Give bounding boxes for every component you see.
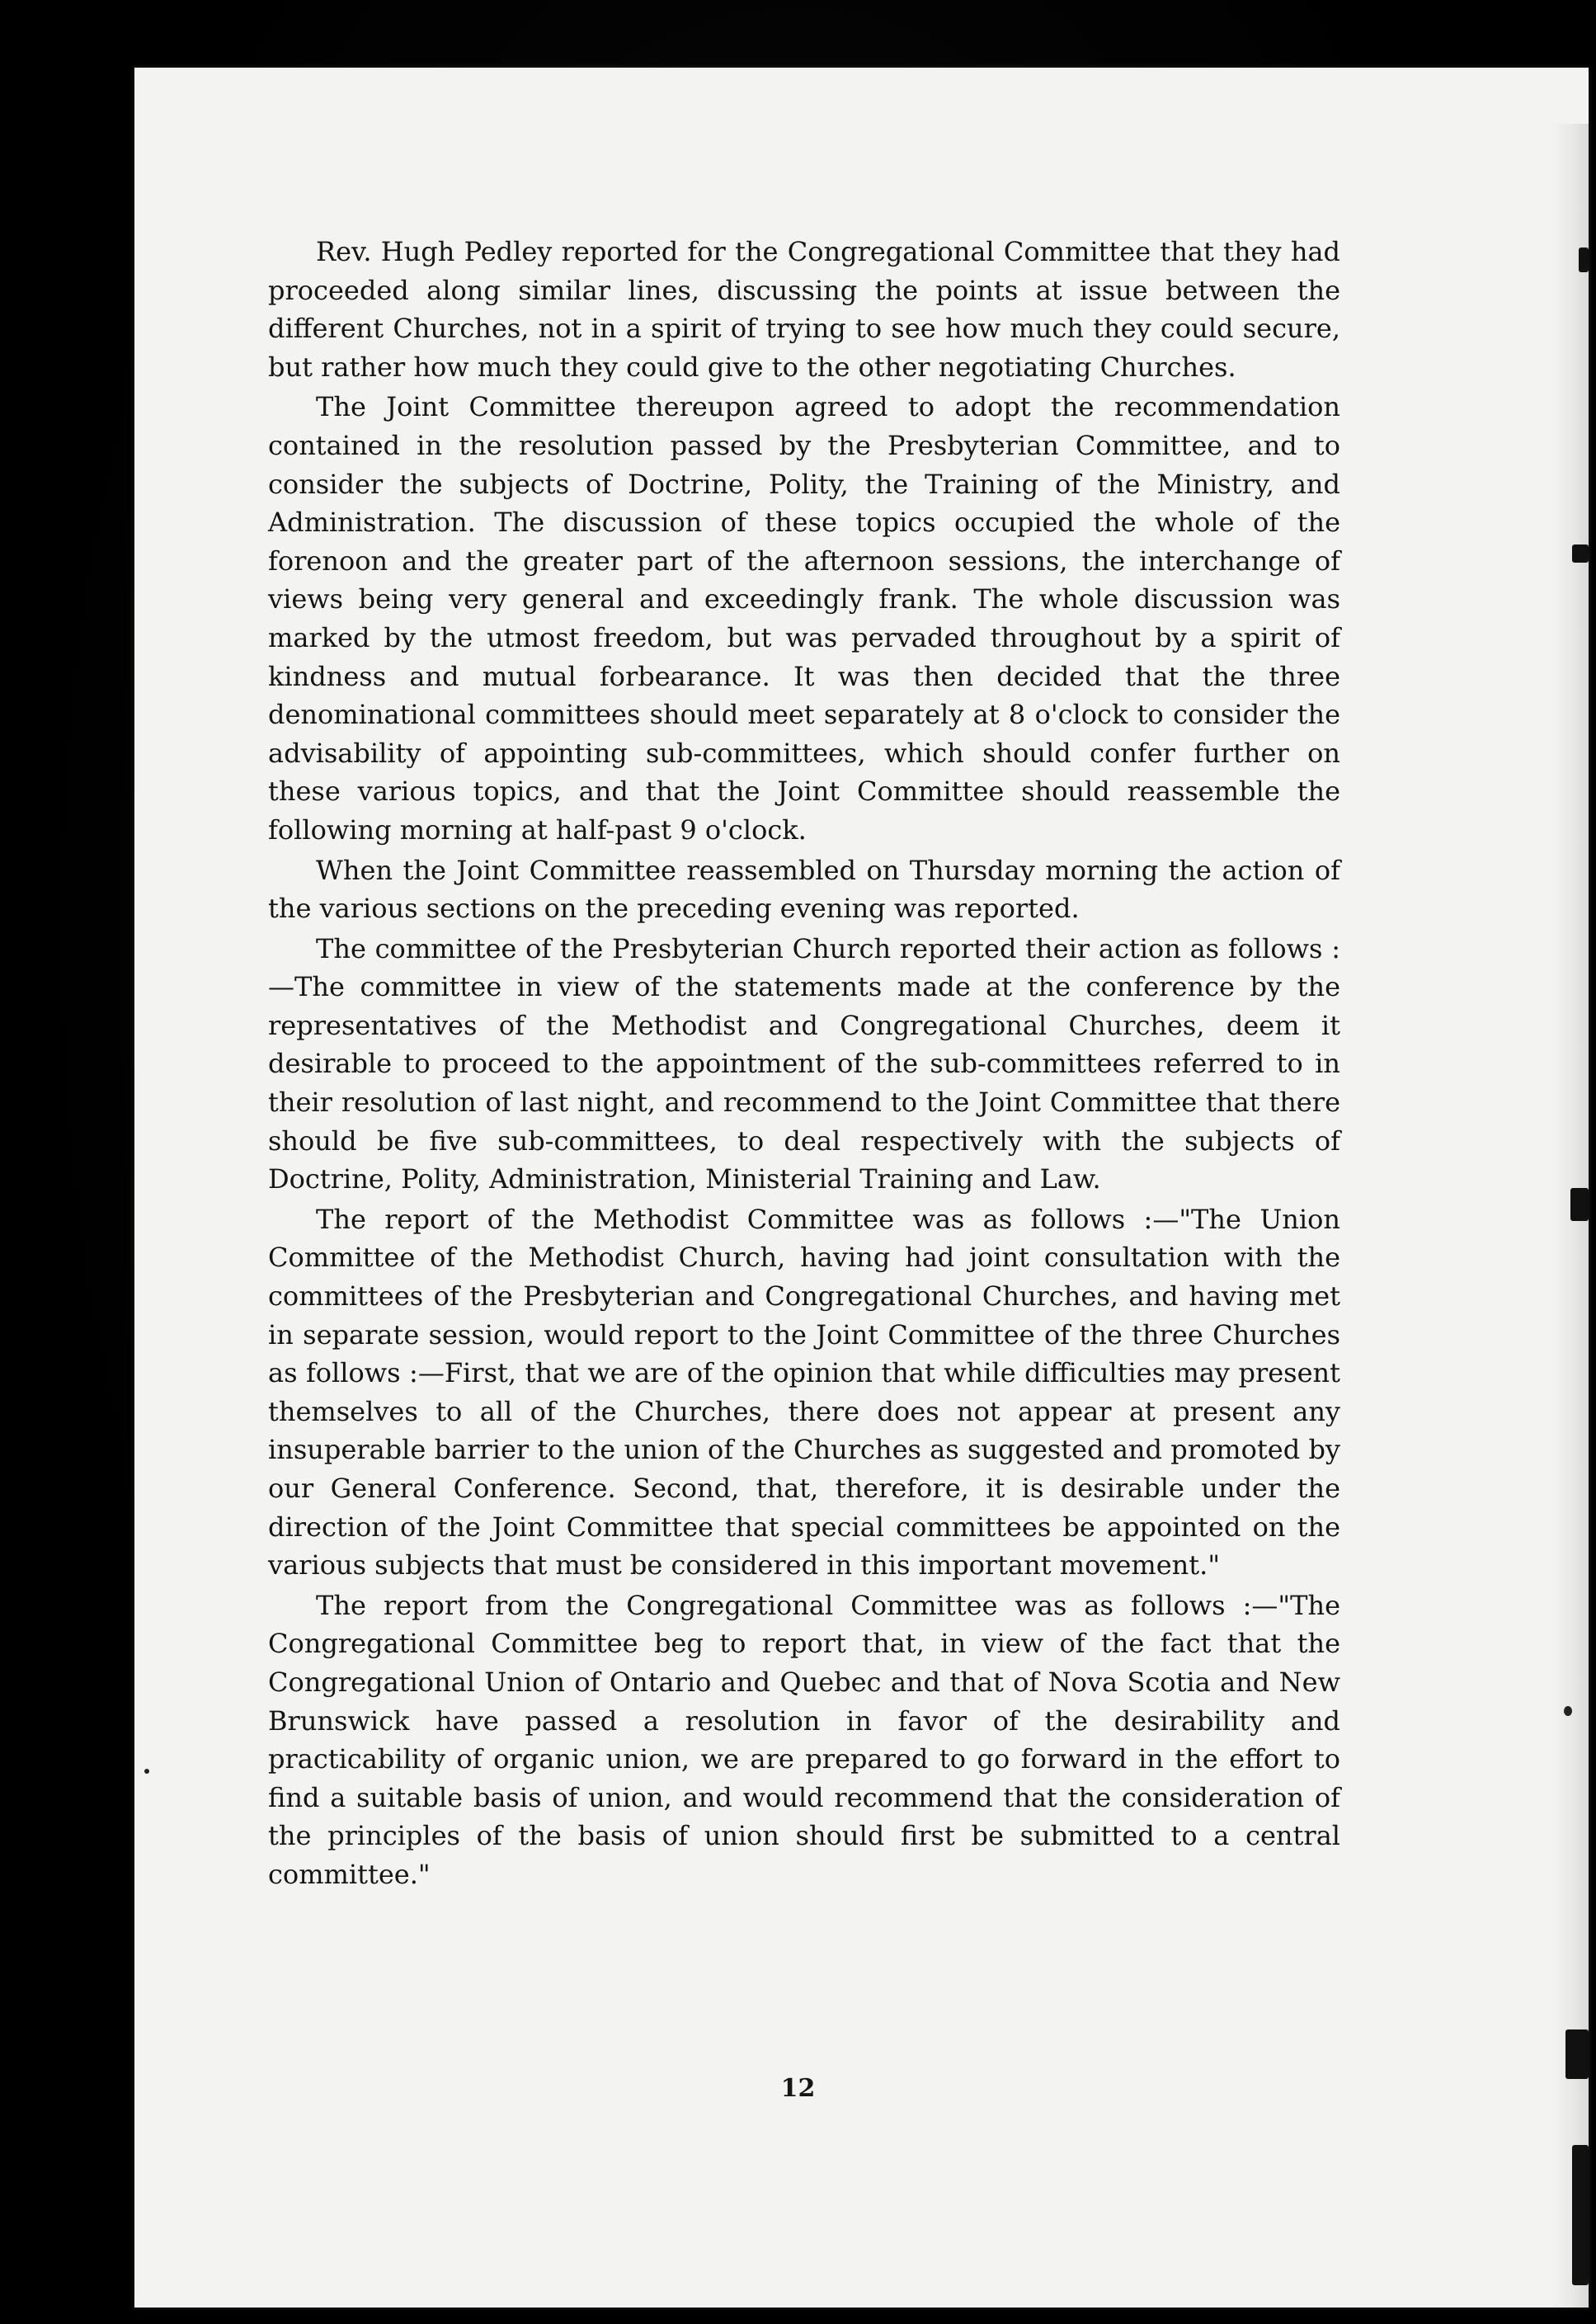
edge-mark: [1565, 2029, 1589, 2079]
page-number: 12: [780, 2074, 816, 2103]
paragraph: When the Joint Committee reassembled on Thursday morning the action of the various sections on the preceding evening was reported.: [268, 854, 1340, 925]
dust-speck: [1564, 1706, 1572, 1716]
paragraph: Rev. Hugh Pedley reported for the Congregational Committee that they had proceeded along similar lines, discussing the points at issue between the different Churches, not in a spirit of trying to see how much they could secure, but rather how much they could give to the other negotiating Churches.: [268, 236, 1340, 383]
paragraph: The committee of the Presbyterian Church reported their action as follows :—The committee in view of the statements made at the conference by the representatives of the Methodist and Congregational Churches, deem it desirable to proceed to the appointment of the sub-committees referred to in their resolution of last night, and recommend to the Joint Committee that there should be five sub-committees, to deal respectively with the subjects of Doctrine, Polity, Administration, Ministerial Training and Law.: [268, 932, 1340, 1195]
paragraph: The report from the Congregational Committee was as follows :—"The Congregational Committee beg to report that, in view of the fact that the Congregational Union of Ontario and Quebec and that of Nova Scotia and New Brunswick have passed a resolution in favor of the desirability and practicability of organic union, we are prepared to go forward in the effort to find a suitable basis of union, and would recommend that the consideration of the principles of the basis of union should first be submitted to a central committee.": [268, 1589, 1340, 1890]
edge-mark: [1572, 544, 1589, 563]
edge-mark: [1570, 1188, 1589, 1221]
paragraph: The report of the Methodist Committee was as follows :—"The Union Committee of the Methodist Church, having had joint consultation with the committees of the Presbyterian and Congregational Churches, and having met in separate session, would report to the Joint Committee of the three Churches as follows :—First, that we are of the opinion that while difficulties may present themselves to all of the Churches, there does not appear at present any insuperable barrier to the union of the Churches as suggested and promoted by our General Conference. Second, that, therefore, it is desirable under the direction of the Joint Committee that special committees be appointed on the various subjects that must be considered in this important movement.": [268, 1203, 1340, 1582]
edge-mark: [1572, 2145, 1589, 2285]
body-text: [268, 233, 1340, 1896]
paragraph: The Joint Committee thereupon agreed to adopt the recommendation contained in the resolution passed by the Presbyterian Committee, and to consider the subjects of Doctrine, Polity, the Training of the Ministry, and Administration. The discussion of these topics occupied the whole of the forenoon and the greater part of the afternoon sessions, the interchange of views being very general and exceedingly frank. The whole discussion was marked by the utmost freedom, but was pervaded throughout by a spirit of kindness and mutual forbearance. It was then decided that the three denominational committees should meet separately at 8 o'clock to consider the advisability of appointing sub-committees, which should confer further on these various topics, and that the Joint Committee should reassemble the following morning at half-past 9 o'clock.: [268, 391, 1340, 846]
dust-speck: [144, 1769, 149, 1774]
edge-mark: [1579, 247, 1589, 272]
